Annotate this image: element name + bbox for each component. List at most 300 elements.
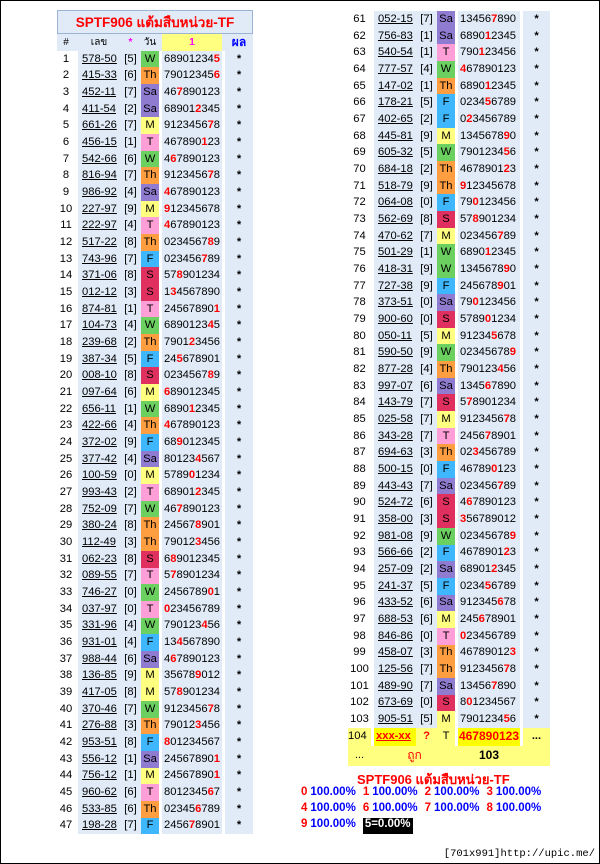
- row-star-digit: [0]: [416, 194, 437, 211]
- row-digits: 467890123: [458, 645, 520, 662]
- row-star-digit: [7]: [120, 818, 141, 835]
- row-day: S: [437, 695, 455, 712]
- row-star-digit: [6]: [120, 384, 141, 401]
- table-row: [348, 494, 550, 511]
- row-result: *: [523, 511, 550, 528]
- row-star-digit: [3]: [120, 534, 141, 551]
- row-index: 92: [353, 529, 366, 542]
- row-star-digit: [8]: [120, 267, 141, 284]
- table-row: [348, 394, 550, 411]
- row-hit-digit: 1: [213, 752, 221, 765]
- table-left: [57, 34, 253, 834]
- row-hit-digit: 4: [195, 452, 202, 465]
- row-star-digit: [0]: [416, 628, 437, 645]
- table-row: [348, 178, 550, 195]
- row-digits: 023456789: [458, 111, 520, 128]
- row-index: 74: [353, 229, 366, 242]
- row-star-digit: [4]: [120, 417, 141, 434]
- row-digits: 801234567: [458, 695, 520, 712]
- row-index: 79: [353, 312, 366, 325]
- row-star-digit: [9]: [416, 278, 437, 295]
- row-result: *: [225, 718, 253, 735]
- row-star-digit: [6]: [416, 378, 437, 395]
- row-hit-digit: 6: [484, 379, 492, 392]
- row-number: 257-09: [374, 561, 416, 578]
- summary-percent: 100.00%: [372, 802, 418, 814]
- row-star-digit: [9]: [120, 668, 141, 685]
- table-row: [348, 678, 550, 695]
- footer-count: 103: [458, 746, 520, 766]
- summary-percent: 100.00%: [434, 786, 480, 798]
- row-number: 178-21: [374, 94, 416, 111]
- row-day: Th: [141, 801, 159, 818]
- row-star-digit: [4]: [120, 317, 141, 334]
- row-index: 29: [59, 519, 73, 532]
- summary-digit: 8: [486, 802, 493, 814]
- row-number: 556-12: [78, 751, 120, 768]
- row-index: 11: [60, 219, 72, 232]
- row-star-digit: [1]: [416, 78, 437, 95]
- row-index: 98: [353, 629, 366, 642]
- row-index: 37: [59, 652, 73, 665]
- row-day: Th: [437, 78, 455, 95]
- row-digits: 801234567: [162, 451, 222, 468]
- row-index: 39: [59, 686, 73, 699]
- row-day: Sa: [437, 595, 455, 612]
- row-number: 112-49: [78, 534, 120, 551]
- row-number: 052-15: [374, 11, 416, 28]
- row-index: 95: [353, 579, 366, 592]
- row-hit-digit: 3: [509, 646, 517, 659]
- row-number: 387-34: [78, 351, 120, 368]
- row-result: *: [225, 167, 253, 184]
- table-row: [57, 818, 253, 835]
- table-row: [348, 294, 550, 311]
- row-day: S: [141, 284, 159, 301]
- row-star-digit: [8]: [120, 517, 141, 534]
- row-day: Sa: [437, 561, 455, 578]
- row-result: *: [523, 228, 550, 245]
- row-star-digit: [7]: [416, 411, 437, 428]
- table-row: [348, 595, 550, 612]
- row-star-digit: [9]: [416, 344, 437, 361]
- row-index: 83: [353, 379, 366, 392]
- row-hit-digit: 8: [207, 235, 214, 248]
- row-index: 32: [59, 569, 73, 582]
- row-digits: 134567890: [458, 11, 520, 28]
- row-number: 358-00: [374, 511, 416, 528]
- row-hit-digit: 8: [176, 686, 183, 699]
- row-index: 15: [59, 285, 73, 298]
- row-number: 694-63: [374, 444, 416, 461]
- pending-index: 104: [348, 728, 371, 746]
- row-hit-digit: 7: [176, 502, 183, 515]
- row-number: 198-28: [78, 818, 120, 835]
- row-number: 986-92: [78, 184, 120, 201]
- row-result: *: [225, 301, 253, 318]
- row-star-digit: [2]: [120, 484, 141, 501]
- row-number: 960-62: [78, 784, 120, 801]
- row-hit-digit: 8: [195, 519, 202, 532]
- row-digits: 689012345: [458, 244, 520, 261]
- row-digits: 245678901: [458, 428, 520, 445]
- row-digits: 356789012: [162, 668, 222, 685]
- row-digits: 801234567: [162, 784, 222, 801]
- row-result: *: [225, 784, 253, 801]
- row-star-digit: [4]: [120, 217, 141, 234]
- row-number: 411-54: [78, 101, 120, 118]
- row-result: *: [225, 234, 253, 251]
- row-day: W: [141, 584, 159, 601]
- row-index: 22: [59, 402, 73, 415]
- row-number: 402-65: [374, 111, 416, 128]
- row-star-digit: [2]: [416, 545, 437, 562]
- row-hit-digit: 6: [195, 802, 202, 815]
- row-day: T: [437, 428, 455, 445]
- row-number: 227-97: [78, 201, 120, 218]
- table-row: [348, 528, 550, 545]
- row-day: Sa: [141, 751, 159, 768]
- row-star-digit: [2]: [120, 101, 141, 118]
- row-hit-digit: 8: [472, 212, 479, 225]
- row-number: 343-28: [374, 428, 416, 445]
- table-row: [57, 634, 253, 651]
- row-number: 415-33: [78, 67, 120, 84]
- row-index: 46: [59, 802, 73, 815]
- row-star-digit: [4]: [416, 61, 437, 78]
- row-number: 524-72: [374, 494, 416, 511]
- table-row: [348, 628, 550, 645]
- row-digits: 467890123: [458, 61, 520, 78]
- summary-digit: 6: [362, 802, 370, 814]
- row-index: 61: [353, 12, 366, 25]
- row-number: 777-57: [374, 61, 416, 78]
- row-digits: 689012345: [162, 551, 222, 568]
- row-hit-digit: 6: [207, 786, 214, 799]
- row-result: *: [523, 528, 550, 545]
- row-star-digit: [6]: [416, 611, 437, 628]
- row-hit-digit: 1: [484, 79, 492, 92]
- row-star-digit: [1]: [416, 244, 437, 261]
- row-result: *: [225, 451, 253, 468]
- row-index: 28: [59, 502, 73, 515]
- table-row: [57, 334, 253, 351]
- row-day: Sa: [437, 11, 455, 28]
- row-day: Th: [437, 645, 455, 662]
- row-hit-digit: 9: [503, 262, 510, 275]
- row-hit-digit: 1: [213, 302, 221, 315]
- row-index: 76: [353, 262, 366, 275]
- summary-digit: 9: [301, 818, 308, 830]
- row-hit-digit: 8: [170, 552, 177, 565]
- row-number: 380-24: [78, 517, 120, 534]
- row-day: F: [141, 818, 159, 835]
- row-digits: 790123456: [162, 334, 222, 351]
- row-hit-digit: 4: [164, 185, 171, 198]
- row-number: 489-90: [374, 678, 416, 695]
- row-index: 75: [353, 246, 366, 259]
- row-day: Sa: [437, 478, 455, 495]
- row-hit-digit: 6: [170, 652, 177, 665]
- row-digits: 578901234: [162, 467, 222, 484]
- row-hit-digit: 5: [491, 329, 498, 342]
- row-day: M: [437, 711, 455, 728]
- summary-percent: 100.00%: [495, 802, 542, 814]
- row-star-digit: [0]: [120, 601, 141, 618]
- row-day: F: [141, 734, 159, 751]
- row-result: *: [523, 478, 550, 495]
- row-index: 18: [59, 335, 73, 348]
- row-number: 445-81: [374, 128, 416, 145]
- table-row: [57, 568, 253, 585]
- row-day: Th: [141, 234, 159, 251]
- row-result: *: [523, 311, 550, 328]
- row-hit-digit: 7: [207, 119, 214, 132]
- row-number: 605-32: [374, 144, 416, 161]
- row-result: *: [225, 101, 253, 118]
- row-star-digit: [0]: [416, 461, 437, 478]
- row-day: M: [141, 684, 159, 701]
- row-digits: 790123456: [162, 618, 222, 635]
- row-number: 752-09: [78, 501, 120, 518]
- table-row: [57, 701, 253, 718]
- row-digits: 467890123: [458, 545, 520, 562]
- row-star-digit: [7]: [416, 11, 437, 28]
- row-result: *: [523, 678, 550, 695]
- header-star: *: [120, 34, 141, 51]
- row-index: 62: [353, 29, 366, 42]
- row-index: 93: [353, 546, 366, 559]
- table-row: [57, 301, 253, 318]
- table-row: [57, 401, 253, 418]
- row-star-digit: [0]: [120, 467, 141, 484]
- row-index: 2: [62, 69, 70, 82]
- row-digits: 023456789: [162, 234, 222, 251]
- row-number: 542-66: [78, 151, 120, 168]
- row-day: T: [141, 601, 159, 618]
- row-index: 100: [350, 663, 369, 676]
- row-number: 372-02: [78, 434, 120, 451]
- table-row: [348, 361, 550, 378]
- table-row: [348, 444, 550, 461]
- row-hit-digit: 2: [466, 112, 473, 125]
- row-hit-digit: 7: [201, 252, 208, 265]
- row-result: *: [523, 461, 550, 478]
- row-number: 037-97: [78, 601, 120, 618]
- row-result: *: [523, 278, 550, 295]
- row-number: 540-54: [374, 44, 416, 61]
- row-index: 40: [59, 702, 73, 715]
- row-index: 63: [353, 46, 366, 59]
- row-result: *: [523, 328, 550, 345]
- row-index: 45: [59, 786, 73, 799]
- row-index: 10: [59, 202, 73, 215]
- row-star-digit: [3]: [120, 718, 141, 735]
- row-digits: 245678901: [162, 751, 222, 768]
- table-row: [57, 684, 253, 701]
- row-number: 578-50: [78, 51, 120, 68]
- row-index: 34: [59, 602, 73, 615]
- row-day: W: [141, 51, 159, 68]
- table-row: [57, 467, 253, 484]
- header-one: 1: [162, 34, 222, 51]
- row-result: *: [225, 668, 253, 685]
- row-result: *: [523, 411, 550, 428]
- footer-ok-label: ถูก: [374, 746, 455, 766]
- row-digits: 134567890: [458, 128, 520, 145]
- row-day: T: [141, 301, 159, 318]
- row-hit-digit: 2: [503, 546, 510, 559]
- row-star-digit: [9]: [416, 178, 437, 195]
- summary-digit: 3: [486, 786, 493, 798]
- row-result: *: [225, 401, 253, 418]
- row-star-digit: [7]: [120, 251, 141, 268]
- row-index: 67: [353, 112, 366, 125]
- table-row: [348, 428, 550, 445]
- row-hit-digit: 9: [195, 669, 202, 682]
- row-digits: 134567890: [458, 261, 520, 278]
- row-hit-digit: 6: [164, 385, 171, 398]
- row-result: *: [523, 595, 550, 612]
- row-day: W: [437, 61, 455, 78]
- row-result: *: [225, 334, 253, 351]
- row-result: *: [225, 818, 253, 835]
- row-digits: 912345678: [458, 595, 520, 612]
- row-hit-digit: 2: [188, 335, 196, 348]
- row-index: 25: [59, 452, 73, 465]
- summary-percent: 100.00%: [495, 786, 542, 798]
- pending-star: ?: [416, 728, 437, 746]
- row-day: Th: [141, 167, 159, 184]
- row-result: *: [225, 768, 253, 785]
- row-day: S: [141, 551, 159, 568]
- row-star-digit: [7]: [416, 661, 437, 678]
- row-index: 70: [353, 162, 366, 175]
- row-digits: 912345678: [458, 328, 520, 345]
- row-hit-digit: 9: [497, 279, 504, 292]
- row-digits: 245678901: [458, 278, 520, 295]
- row-index: 8: [62, 169, 70, 182]
- row-index: 17: [59, 319, 73, 332]
- row-number: 062-23: [78, 551, 120, 568]
- row-hit-digit: 5: [503, 146, 510, 159]
- row-digits: 912345678: [458, 661, 520, 678]
- row-day: M: [437, 228, 455, 245]
- row-day: Sa: [141, 651, 159, 668]
- row-hit-digit: 6: [170, 152, 177, 165]
- row-result: *: [225, 551, 253, 568]
- row-star-digit: [9]: [416, 261, 437, 278]
- row-index: 41: [59, 719, 73, 732]
- table-row: [57, 284, 253, 301]
- row-number: 900-60: [374, 311, 416, 328]
- row-index: 42: [59, 736, 73, 749]
- row-number: 988-44: [78, 651, 120, 668]
- row-number: 874-81: [78, 301, 120, 318]
- table-row: [57, 618, 253, 635]
- table-row: [57, 134, 253, 151]
- row-day: F: [437, 461, 455, 478]
- row-digits: 578901234: [458, 394, 520, 411]
- row-index: 64: [353, 62, 366, 75]
- table-row: [348, 228, 550, 245]
- row-result: *: [225, 684, 253, 701]
- row-day: Sa: [437, 378, 455, 395]
- row-number: 458-07: [374, 645, 416, 662]
- table-row: [57, 601, 253, 618]
- row-number: 373-51: [374, 294, 416, 311]
- row-star-digit: [7]: [416, 678, 437, 695]
- row-digits: 689012345: [162, 384, 222, 401]
- row-star-digit: [6]: [416, 595, 437, 612]
- row-number: 684-18: [374, 161, 416, 178]
- row-star-digit: [2]: [120, 334, 141, 351]
- row-digits: 578901234: [162, 684, 222, 701]
- row-hit-digit: 7: [491, 12, 498, 25]
- table-row: [348, 161, 550, 178]
- row-result: *: [523, 78, 550, 95]
- row-digits: 245678901: [162, 768, 222, 785]
- row-day: F: [141, 434, 159, 451]
- summary-digit: 0: [301, 786, 308, 798]
- table-row: [348, 28, 550, 45]
- row-star-digit: [2]: [416, 111, 437, 128]
- table-row: [348, 44, 550, 61]
- row-index: 84: [353, 396, 366, 409]
- row-day: S: [141, 367, 159, 384]
- row-index: 12: [59, 235, 73, 248]
- row-result: *: [225, 201, 253, 218]
- row-hit-digit: 5: [176, 352, 183, 365]
- row-hit-digit: 4: [176, 636, 183, 649]
- table-row: [348, 328, 550, 345]
- row-star-digit: [1]: [120, 401, 141, 418]
- row-day: S: [437, 511, 455, 528]
- row-number: 470-62: [374, 228, 416, 245]
- row-index: 68: [353, 129, 366, 142]
- row-day: M: [437, 328, 455, 345]
- row-star-digit: [4]: [416, 361, 437, 378]
- row-day: Th: [437, 444, 455, 461]
- row-index: 9: [62, 185, 70, 198]
- table-row: [348, 711, 550, 728]
- row-digits: 790123456: [458, 194, 520, 211]
- table-row: [348, 144, 550, 161]
- row-day: Sa: [141, 84, 159, 101]
- row-hit-digit: 5: [503, 713, 510, 726]
- row-hit-digit: 7: [503, 663, 510, 676]
- row-hit-digit: 5: [484, 96, 492, 109]
- row-result: *: [225, 634, 253, 651]
- row-hit-digit: 0: [188, 469, 196, 482]
- row-hit-digit: 8: [164, 736, 171, 749]
- row-hit-digit: 9: [509, 529, 517, 542]
- table-row: [348, 411, 550, 428]
- row-index: 66: [353, 96, 366, 109]
- row-result: *: [225, 651, 253, 668]
- row-digits: 801234567: [162, 734, 222, 751]
- row-digits: 467890123: [162, 217, 222, 234]
- row-day: W: [141, 401, 159, 418]
- table-row: [57, 67, 253, 84]
- row-number: 064-08: [374, 194, 416, 211]
- table-row: [57, 751, 253, 768]
- table-row: [348, 61, 550, 78]
- row-digits: 467890123: [162, 501, 222, 518]
- row-star-digit: [0]: [416, 695, 437, 712]
- table-row: [57, 768, 253, 785]
- row-result: *: [523, 111, 550, 128]
